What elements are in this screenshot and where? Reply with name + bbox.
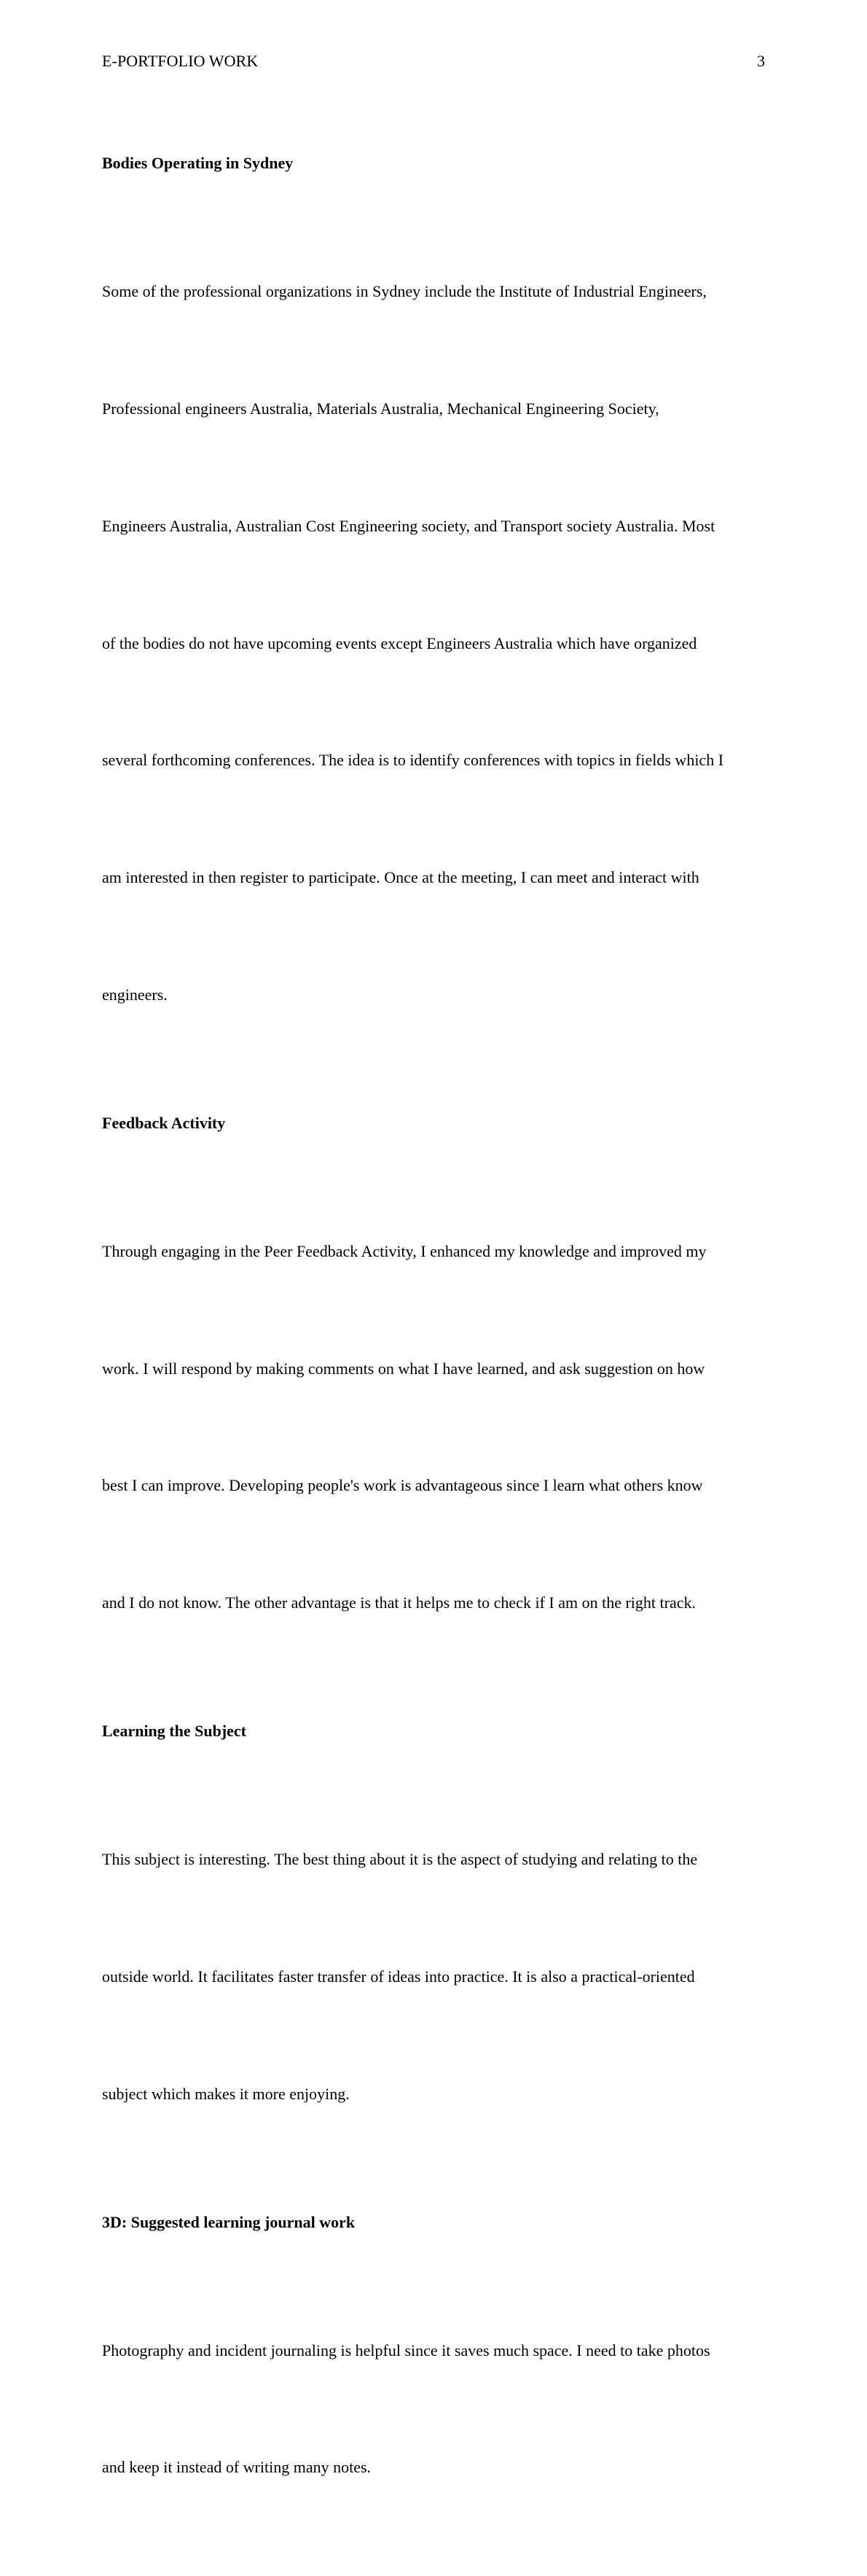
paragraph-line: several forthcoming conferences. The idea is to identify conferences with topics in fields which I	[102, 751, 724, 770]
paragraph-line: Professional engineers Australia, Materials Australia, Mechanical Engineering Society,	[102, 399, 659, 418]
paragraph-line: outside world. It facilitates faster transfer of ideas into practice. It is also a practical-oriented	[102, 1967, 695, 1986]
paragraph-line: work. I will respond by making comments on what I have learned, and ask suggestion on how	[102, 1359, 705, 1378]
section-heading: Learning the Subject	[102, 1721, 246, 1740]
page-number: 3	[757, 52, 765, 70]
running-head: E-PORTFOLIO WORK	[102, 52, 259, 70]
section-heading: Feedback Activity	[102, 1113, 226, 1132]
section-paragraph	[102, 194, 769, 1093]
paragraph-line: This subject is interesting. The best thing about it is the aspect of studying and relating to the	[102, 1850, 698, 1869]
section-paragraph	[102, 2253, 769, 2566]
section-bodies-operating	[102, 144, 769, 1093]
paragraph-line: of the bodies do not have upcoming events except Engineers Australia which have organized	[102, 633, 697, 652]
section-paragraph	[102, 1154, 769, 1701]
paragraph-line: Engineers Australia, Australian Cost Engineering society, and Transport society Australia. Most	[102, 516, 715, 535]
paragraph-line: Some of the professional organizations in Sydney include the Institute of Industrial Engineers,	[102, 282, 707, 301]
paragraph-line: engineers.	[102, 985, 168, 1004]
paragraph-line: am interested in then register to participate. Once at the meeting, I can meet and interact with	[102, 868, 699, 887]
paragraph-line: Photography and incident journaling is helpful since it saves much space. I need to take photos	[102, 2341, 710, 2360]
section-suggested-journal	[102, 2203, 769, 2566]
paragraph-line: subject which makes it more enjoying.	[102, 2084, 350, 2103]
paragraph-line: and keep it instead of writing many notes.	[102, 2458, 372, 2477]
paragraph-line: best I can improve. Developing people's work is advantageous since I learn what others know	[102, 1476, 703, 1495]
section-paragraph	[102, 1762, 769, 2192]
section-feedback-activity	[102, 1104, 769, 1701]
section-learning-subject	[102, 1712, 769, 2192]
document-body	[102, 144, 769, 2576]
paragraph-line: Through engaging in the Peer Feedback Activity, I enhanced my knowledge and improved my	[102, 1241, 707, 1260]
paragraph-line: and I do not know. The other advantage is that it helps me to check if I am on the right track.	[102, 1593, 696, 1612]
section-heading: Bodies Operating in Sydney	[102, 154, 294, 172]
section-heading: 3D: Suggested learning journal work	[102, 2212, 356, 2231]
